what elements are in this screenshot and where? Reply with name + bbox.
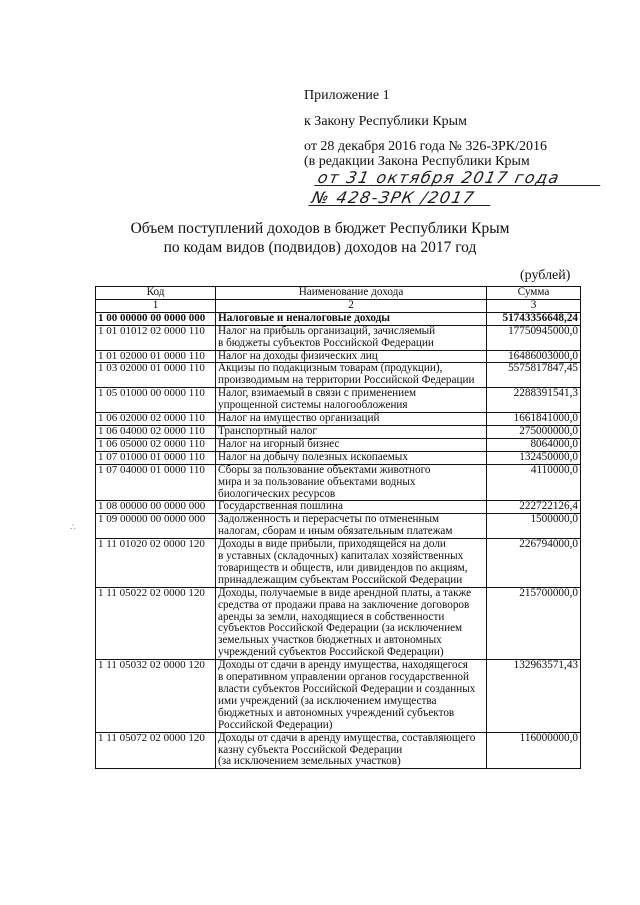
table-row xyxy=(96,363,581,388)
row-name-line: казну субъекта Российской Федерации xyxy=(218,743,403,756)
row-name-line: субъектов Российской Федерации (за исключением xyxy=(218,622,463,635)
row-sum: 132963571,43 xyxy=(487,660,581,732)
row-name-line: Налоговые и неналоговые доходы xyxy=(218,311,391,324)
handwritten-date-text: от 31 октября 2017 года xyxy=(315,168,563,187)
table-row xyxy=(96,388,581,413)
row-sum: 132450000,0 xyxy=(487,451,581,464)
row-code: 1 00 00000 00 0000 000 xyxy=(96,312,216,325)
law-date-line: от 28 декабря 2016 года № 326-ЗРК/2016 xyxy=(304,139,548,154)
row-name-line: в оперативном управлении органов государственной xyxy=(218,671,470,684)
column-number-row xyxy=(96,299,581,312)
row-code: 1 08 00000 00 0000 000 xyxy=(96,501,216,514)
row-code: 1 03 02000 01 0000 110 xyxy=(96,363,216,388)
row-name-line: в бюджеты субъектов Российской Федерации xyxy=(218,336,434,349)
row-name-line: учреждений субъектов Российской Федерации) xyxy=(218,646,444,659)
handwriting-underline xyxy=(314,185,600,186)
row-code: 1 01 02000 01 0000 110 xyxy=(96,350,216,363)
row-code: 1 11 05032 02 0000 120 xyxy=(96,660,216,732)
row-name-line: Налог на добычу полезных ископаемых xyxy=(218,450,408,463)
handwritten-amendment-date xyxy=(316,168,610,187)
appendix-label: Приложение 1 xyxy=(304,88,390,103)
row-name xyxy=(216,451,487,464)
row-sum: 1500000,0 xyxy=(487,514,581,539)
row-name-line: Сборы за пользование объектами животного xyxy=(218,463,431,476)
row-name-line: (за исключением земельных участков) xyxy=(218,755,401,768)
row-code: 1 06 02000 02 0000 110 xyxy=(96,413,216,426)
table-header-row xyxy=(96,287,581,300)
row-name xyxy=(216,464,487,501)
row-name-line: в уставных (складочных) капиталах хозяйственных xyxy=(218,550,464,563)
row-name-line: Государственная пошлина xyxy=(218,500,343,513)
row-name xyxy=(216,501,487,514)
row-name-line: Акцизы по подакцизным товарам (продукции), xyxy=(218,362,443,375)
table-row xyxy=(96,413,581,426)
row-name-line: Доходы, получаемые в виде арендной платы, а также xyxy=(218,586,472,599)
row-code: 1 05 01000 00 0000 110 xyxy=(96,388,216,413)
edition-line: (в редакции Закона Республики Крым xyxy=(304,154,530,169)
row-sum: 222722126,4 xyxy=(487,501,581,514)
row-name-line: Доходы от сдачи в аренду имущества, находящегося xyxy=(218,659,468,672)
row-name-line: аренды за земли, находящиеся в собственности xyxy=(218,610,445,623)
row-sum: 16486003000,0 xyxy=(487,350,581,363)
table-row xyxy=(96,514,581,539)
row-name-line: упрощенной системы налогообложения xyxy=(218,399,408,412)
row-name-line: Налог на имущество организаций xyxy=(218,412,380,425)
row-name xyxy=(216,413,487,426)
row-code: 1 07 01000 01 0000 110 xyxy=(96,451,216,464)
column-header-name: Наименование дохода xyxy=(216,287,487,300)
row-name-line: бюджетных и автономных учреждений субъектов xyxy=(218,706,455,719)
row-sum: 275000000,0 xyxy=(487,425,581,438)
table-row xyxy=(96,425,581,438)
row-name-line: Налог на доходы физических лиц xyxy=(218,349,378,362)
handwriting-underline xyxy=(308,205,490,206)
row-name xyxy=(216,660,487,732)
table-row xyxy=(96,325,581,350)
row-code: 1 09 00000 00 0000 000 xyxy=(96,514,216,539)
row-code: 1 07 04000 01 0000 110 xyxy=(96,464,216,501)
table-row xyxy=(96,587,581,659)
revenue-table xyxy=(95,286,581,769)
row-code: 1 06 04000 02 0000 110 xyxy=(96,425,216,438)
row-code: 1 11 05072 02 0000 120 xyxy=(96,732,216,769)
units-label: (рублей) xyxy=(520,268,571,283)
row-name xyxy=(216,587,487,659)
row-sum: 51743356648,24 xyxy=(487,312,581,325)
column-number: 3 xyxy=(487,299,581,312)
column-header-code: Код xyxy=(96,287,216,300)
scan-mark: ∴ xyxy=(70,522,76,532)
table-row xyxy=(96,501,581,514)
row-name-line: мира и за пользование объектами водных xyxy=(218,475,416,488)
row-name xyxy=(216,363,487,388)
table-row xyxy=(96,312,581,325)
row-name-line: Задолженность и перерасчеты по отмененным xyxy=(218,513,440,526)
table-row xyxy=(96,732,581,769)
row-sum: 4110000,0 xyxy=(487,464,581,501)
row-code: 1 11 01020 02 0000 120 xyxy=(96,539,216,588)
row-sum: 1661841000,0 xyxy=(487,413,581,426)
row-name-line: производимым на территории Российской Федерации xyxy=(218,374,475,387)
row-name-line: Налог, взимаемый в связи с применением xyxy=(218,387,417,400)
row-name-line: власти субъектов Российской Федерации и созданных xyxy=(218,683,476,695)
row-name-line: Налог на игорный бизнес xyxy=(218,437,340,450)
column-header-sum: Сумма xyxy=(487,287,581,300)
row-name-line: налогам, сборам и иным обязательным платежам xyxy=(218,525,453,538)
table-row xyxy=(96,350,581,363)
row-sum: 2288391541,3 xyxy=(487,388,581,413)
table-row xyxy=(96,660,581,732)
law-reference: к Закону Республики Крым xyxy=(304,114,467,129)
document-title-line2: по кодам видов (подвидов) доходов на 2017 год xyxy=(163,239,477,256)
table-row xyxy=(96,451,581,464)
row-name-line: средства от продажи права на заключение договоров xyxy=(218,598,470,611)
row-name xyxy=(216,388,487,413)
row-sum: 17750945000,0 xyxy=(487,325,581,350)
column-number: 1 xyxy=(96,299,216,312)
document-title-line1: Объем поступлений доходов в бюджет Республики Крым xyxy=(130,220,510,237)
row-code: 1 11 05022 02 0000 120 xyxy=(96,587,216,659)
table-row xyxy=(96,539,581,588)
row-sum: 215700000,0 xyxy=(487,587,581,659)
row-name-line: принадлежащим субъектам Российской Федерации xyxy=(218,573,463,586)
row-name-line: Налог на прибыль организаций, зачисляемый xyxy=(218,324,436,337)
table-row xyxy=(96,464,581,501)
row-name xyxy=(216,732,487,769)
row-sum: 226794000,0 xyxy=(487,539,581,588)
row-name-line: Российской Федерации) xyxy=(218,718,333,731)
row-name-line: Транспортный налог xyxy=(218,424,317,437)
row-code: 1 01 01012 02 0000 110 xyxy=(96,325,216,350)
row-sum: 5575817847,45 xyxy=(487,363,581,388)
row-sum: 8064000,0 xyxy=(487,438,581,451)
row-name-line: биологических ресурсов xyxy=(218,487,336,500)
row-name xyxy=(216,312,487,325)
table-body xyxy=(96,312,581,769)
column-number: 2 xyxy=(216,299,487,312)
row-code: 1 06 05000 02 0000 110 xyxy=(96,438,216,451)
row-sum: 116000000,0 xyxy=(487,732,581,769)
handwritten-number-text: № 428-ЗРК /2017 xyxy=(309,188,478,207)
row-name xyxy=(216,514,487,539)
row-name-line: ими учреждений (за исключением имущества xyxy=(218,694,437,707)
row-name-line: Доходы от сдачи в аренду имущества, составляющего xyxy=(218,731,476,744)
handwritten-amendment-number xyxy=(310,188,604,207)
row-name-line: товариществ и обществ, или дивидендов по акциям, xyxy=(218,561,468,574)
row-name xyxy=(216,350,487,363)
row-name-line: Доходы в виде прибыли, приходящейся на доли xyxy=(218,538,446,551)
row-name xyxy=(216,438,487,451)
row-name xyxy=(216,425,487,438)
table-row xyxy=(96,438,581,451)
row-name xyxy=(216,325,487,350)
row-name-line: земельных участков бюджетных и автономных xyxy=(218,634,442,647)
row-name xyxy=(216,539,487,588)
